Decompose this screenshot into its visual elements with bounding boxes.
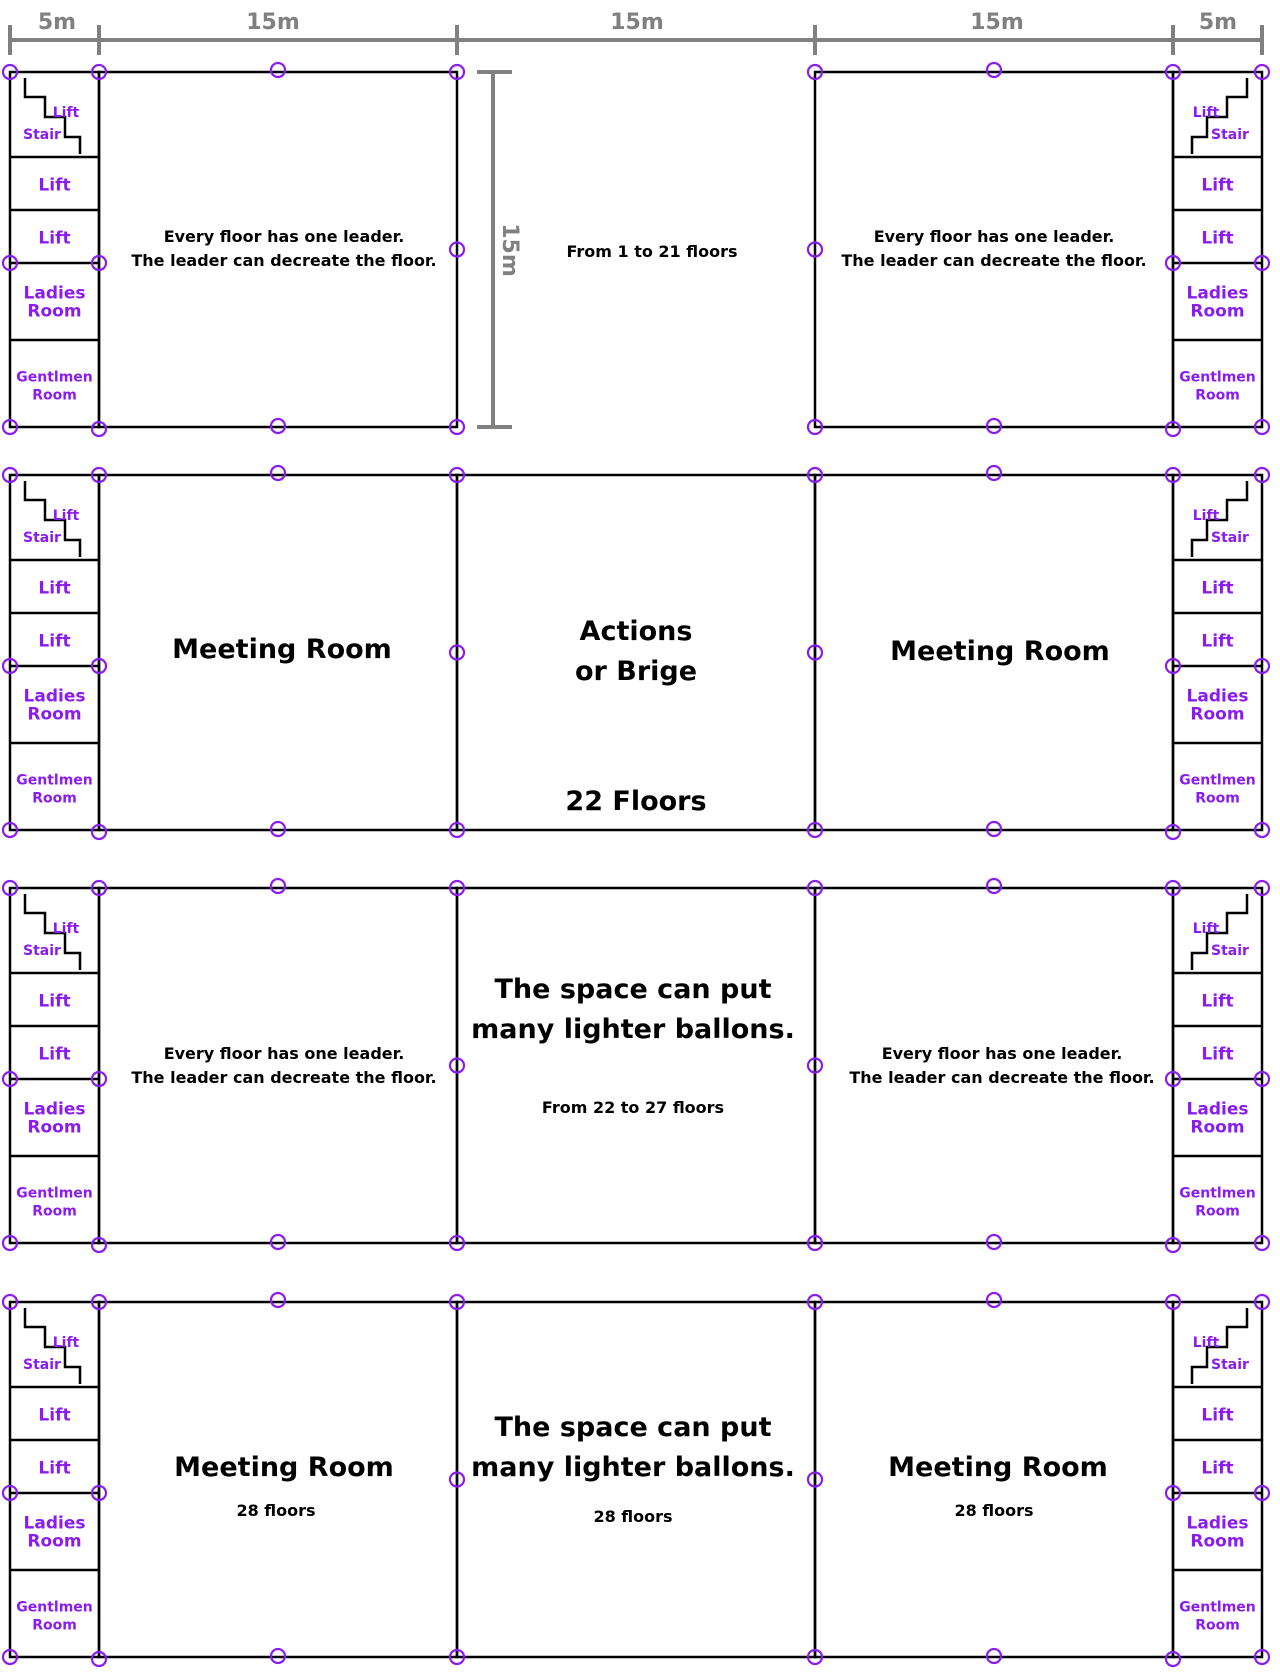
- center-floors-label: 22 Floors: [565, 786, 707, 817]
- gentlemen-room-label: Gentlmen: [1179, 369, 1256, 386]
- dim-left-15m: 15m: [246, 10, 300, 35]
- stair-label: Stair: [1211, 127, 1249, 143]
- meeting-room-label: Meeting Room: [888, 1452, 1108, 1483]
- gentlemen-room-label: Room: [1195, 1203, 1240, 1220]
- lift-label: Lift: [38, 228, 71, 249]
- right-room-note: Every floor has one leader.: [873, 227, 1115, 246]
- lift-label: Lift: [1201, 991, 1234, 1012]
- right-room-note: Every floor has one leader.: [881, 1044, 1123, 1063]
- meeting-room-label: Meeting Room: [172, 634, 392, 665]
- left-room: [99, 888, 457, 1243]
- ladies-room-label: Ladies: [1186, 1099, 1249, 1120]
- stair-lift-label: Lift: [1192, 921, 1220, 937]
- ladies-room-label: Room: [1190, 1117, 1245, 1138]
- left-room-note: Every floor has one leader.: [163, 227, 405, 246]
- lift-label: Lift: [1201, 228, 1234, 249]
- gentlemen-room-label: Gentlmen: [1179, 1185, 1256, 1202]
- left-room-note: Every floor has one leader.: [163, 1044, 405, 1063]
- center-balloons-label: The space can put: [494, 1412, 772, 1443]
- lift-label: Lift: [38, 175, 71, 196]
- ladies-room-label: Ladies: [1186, 686, 1249, 707]
- ladies-room-label: Room: [27, 301, 82, 322]
- floor-block-floor-22: [3, 466, 1269, 839]
- left-room-note: The leader can decreate the floor.: [131, 251, 437, 270]
- stair-label: Stair: [1211, 1357, 1249, 1373]
- gentlemen-room-label: Gentlmen: [1179, 772, 1256, 789]
- floors-note: 28 floors: [593, 1507, 673, 1526]
- lift-label: Lift: [1201, 631, 1234, 652]
- gentlemen-room-label: Room: [32, 790, 77, 807]
- dim-center-15m: 15m: [610, 10, 664, 35]
- meeting-room-label: Meeting Room: [174, 1452, 394, 1483]
- ladies-room-label: Ladies: [23, 283, 86, 304]
- ladies-room-label: Ladies: [23, 1099, 86, 1120]
- lift-label: Lift: [38, 1044, 71, 1065]
- gentlemen-room-label: Gentlmen: [16, 772, 93, 789]
- stair-lift-label: Lift: [52, 508, 80, 524]
- gentlemen-room-label: Room: [32, 387, 77, 404]
- stair-lift-label: Lift: [52, 1335, 80, 1351]
- right-room: [815, 888, 1173, 1243]
- ladies-room-label: Room: [27, 1117, 82, 1138]
- stair-lift-label: Lift: [1192, 508, 1220, 524]
- stair-label: Stair: [23, 530, 61, 546]
- center-actions-label: or Brige: [574, 656, 698, 687]
- gentlemen-room-label: Room: [1195, 1617, 1240, 1634]
- ladies-room-label: Ladies: [23, 686, 86, 707]
- stair-lift-label: Lift: [52, 921, 80, 937]
- lift-label: Lift: [1201, 175, 1234, 196]
- ladies-room-label: Room: [27, 1531, 82, 1552]
- center-actions-label: Actions: [579, 616, 693, 647]
- stair-label: Stair: [1211, 943, 1249, 959]
- stair-lift-label: Lift: [1192, 105, 1220, 121]
- right-room: [815, 72, 1173, 427]
- dim-right-15m: 15m: [970, 10, 1024, 35]
- gentlemen-room-label: Room: [32, 1617, 77, 1634]
- center-room: [457, 888, 815, 1243]
- center-balloons-label: many lighter ballons.: [471, 1452, 795, 1483]
- center-room: [457, 475, 815, 830]
- gentlemen-room-label: Room: [32, 1203, 77, 1220]
- gentlemen-room-label: Gentlmen: [16, 369, 93, 386]
- ladies-room-label: Room: [1190, 704, 1245, 725]
- stair-lift-label: Lift: [1192, 1335, 1220, 1351]
- gentlemen-room-label: Room: [1195, 790, 1240, 807]
- ladies-room-label: Ladies: [23, 1513, 86, 1534]
- lift-label: Lift: [1201, 1405, 1234, 1426]
- lift-label: Lift: [38, 1458, 71, 1479]
- floor-block-floors-1-21: [3, 63, 1269, 436]
- column-markers: [3, 879, 1269, 1252]
- ladies-room-label: Room: [1190, 301, 1245, 322]
- left-room-note: The leader can decreate the floor.: [131, 1068, 437, 1087]
- ladies-room-label: Room: [27, 704, 82, 725]
- center-balloons-label: many lighter ballons.: [471, 1014, 795, 1045]
- stair-lift-label: Lift: [52, 105, 80, 121]
- lift-label: Lift: [38, 631, 71, 652]
- center-floors-note: From 22 to 27 floors: [541, 1098, 725, 1117]
- right-room-note: The leader can decreate the floor.: [841, 251, 1147, 270]
- lift-label: Lift: [1201, 1044, 1234, 1065]
- floors-note: 28 floors: [954, 1501, 1034, 1520]
- lift-label: Lift: [1201, 1458, 1234, 1479]
- gentlemen-room-label: Gentlmen: [16, 1599, 93, 1616]
- floor-block-floors-22-27: [3, 879, 1269, 1252]
- stair-label: Stair: [1211, 530, 1249, 546]
- ladies-room-label: Ladies: [1186, 283, 1249, 304]
- stair-label: Stair: [23, 127, 61, 143]
- left-room: [99, 72, 457, 427]
- center-balloons-label: The space can put: [494, 974, 772, 1005]
- right-room-note: The leader can decreate the floor.: [849, 1068, 1155, 1087]
- dim-right-5m: 5m: [1198, 10, 1238, 35]
- dim-vertical-15m: 15m: [497, 223, 522, 277]
- lift-label: Lift: [38, 578, 71, 599]
- lift-label: Lift: [38, 991, 71, 1012]
- lift-label: Lift: [38, 1405, 71, 1426]
- stair-label: Stair: [23, 1357, 61, 1373]
- stair-label: Stair: [23, 943, 61, 959]
- lift-label: Lift: [1201, 578, 1234, 599]
- floor-block-floor-28: [3, 1293, 1269, 1666]
- gentlemen-room-label: Gentlmen: [1179, 1599, 1256, 1616]
- ladies-room-label: Room: [1190, 1531, 1245, 1552]
- ladies-room-label: Ladies: [1186, 1513, 1249, 1534]
- center-floors-note: From 1 to 21 floors: [566, 242, 738, 261]
- meeting-room-label: Meeting Room: [890, 636, 1110, 667]
- gentlemen-room-label: Room: [1195, 387, 1240, 404]
- dim-left-5m: 5m: [37, 10, 77, 35]
- gentlemen-room-label: Gentlmen: [16, 1185, 93, 1202]
- floors-note: 28 floors: [236, 1501, 316, 1520]
